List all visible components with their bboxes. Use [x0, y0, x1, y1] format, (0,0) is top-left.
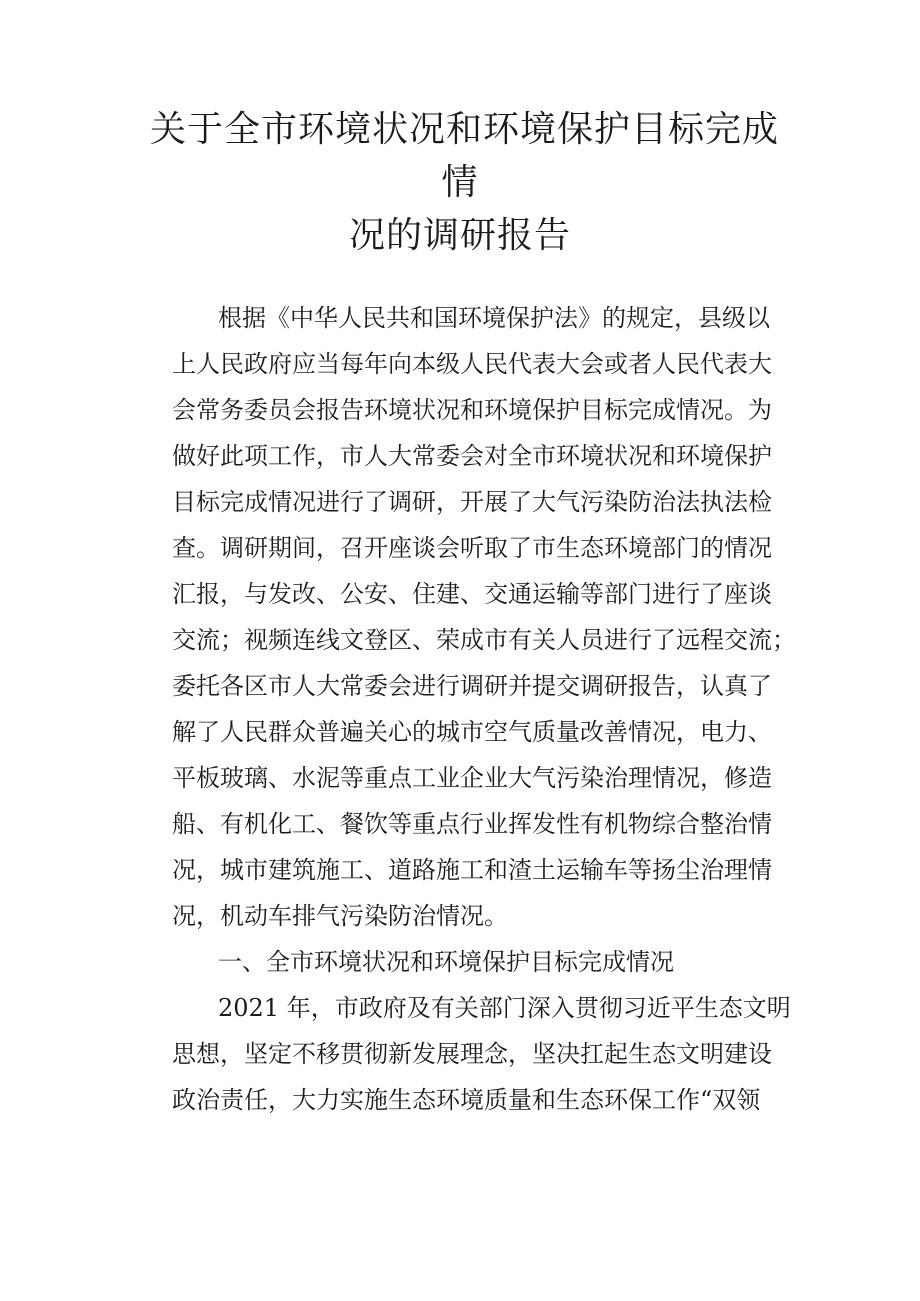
paragraph-2-line-3: 政治责任，大力实施生态环境质量和生态环保工作“双领 — [172, 1086, 761, 1114]
title-line-1: 关于全市环境状况和环境保护目标完成 — [150, 109, 780, 150]
paragraph-1-line-4: 做好此项工作，市人大常委会对全市环境状况和环境保护 — [172, 442, 772, 470]
paragraph-1-line-3: 会常务委员会报告环境状况和环境保护目标完成情况。为 — [172, 396, 772, 424]
paragraph-1-line-10: 解了人民群众普遍关心的城市空气质量改善情况，电力、 — [172, 718, 772, 746]
paragraph-2-line-1: 2021 年，市政府及有关部门深入贯彻习近平生态文明 — [218, 994, 791, 1022]
title-line-2: 情 — [441, 162, 479, 203]
paragraph-2-line-2: 思想，坚定不移贯彻新发展理念，坚决扛起生态文明建设 — [172, 1040, 772, 1068]
paragraph-1-line-13: 况，城市建筑施工、道路施工和渣土运输车等扬尘治理情 — [172, 856, 772, 884]
paragraph-1-line-2: 上人民政府应当每年向本级人民代表大会或者人民代表大 — [172, 350, 772, 378]
paragraph-1-line-12: 船、有机化工、餐饮等重点行业挥发性有机物综合整治情 — [172, 810, 772, 838]
paragraph-1-line-8: 交流；视频连线文登区、荣成市有关人员进行了远程交流； — [172, 626, 796, 654]
paragraph-1-line-14: 况，机动车排气污染防治情况。 — [172, 902, 508, 930]
section-heading-1: 一、全市环境状况和环境保护目标完成情况 — [218, 948, 674, 976]
paragraph-1-line-6: 查。调研期间，召开座谈会听取了市生态环境部门的情况 — [172, 534, 772, 562]
paragraph-1-line-1: 根据《中华人民共和国环境保护法》的规定，县级以 — [218, 304, 770, 332]
title-line-3: 况的调研报告 — [348, 215, 571, 256]
document-title — [150, 103, 780, 262]
paragraph-1-line-5: 目标完成情况进行了调研，开展了大气污染防治法执法检 — [172, 488, 772, 516]
paragraph-1-line-7: 汇报，与发改、公安、住建、交通运输等部门进行了座谈 — [172, 580, 772, 608]
paragraph-1-line-11: 平板玻璃、水泥等重点工业企业大气污染治理情况，修造 — [172, 764, 772, 792]
paragraph-1-line-9: 委托各区市人大常委会进行调研并提交调研报告，认真了 — [172, 672, 772, 700]
